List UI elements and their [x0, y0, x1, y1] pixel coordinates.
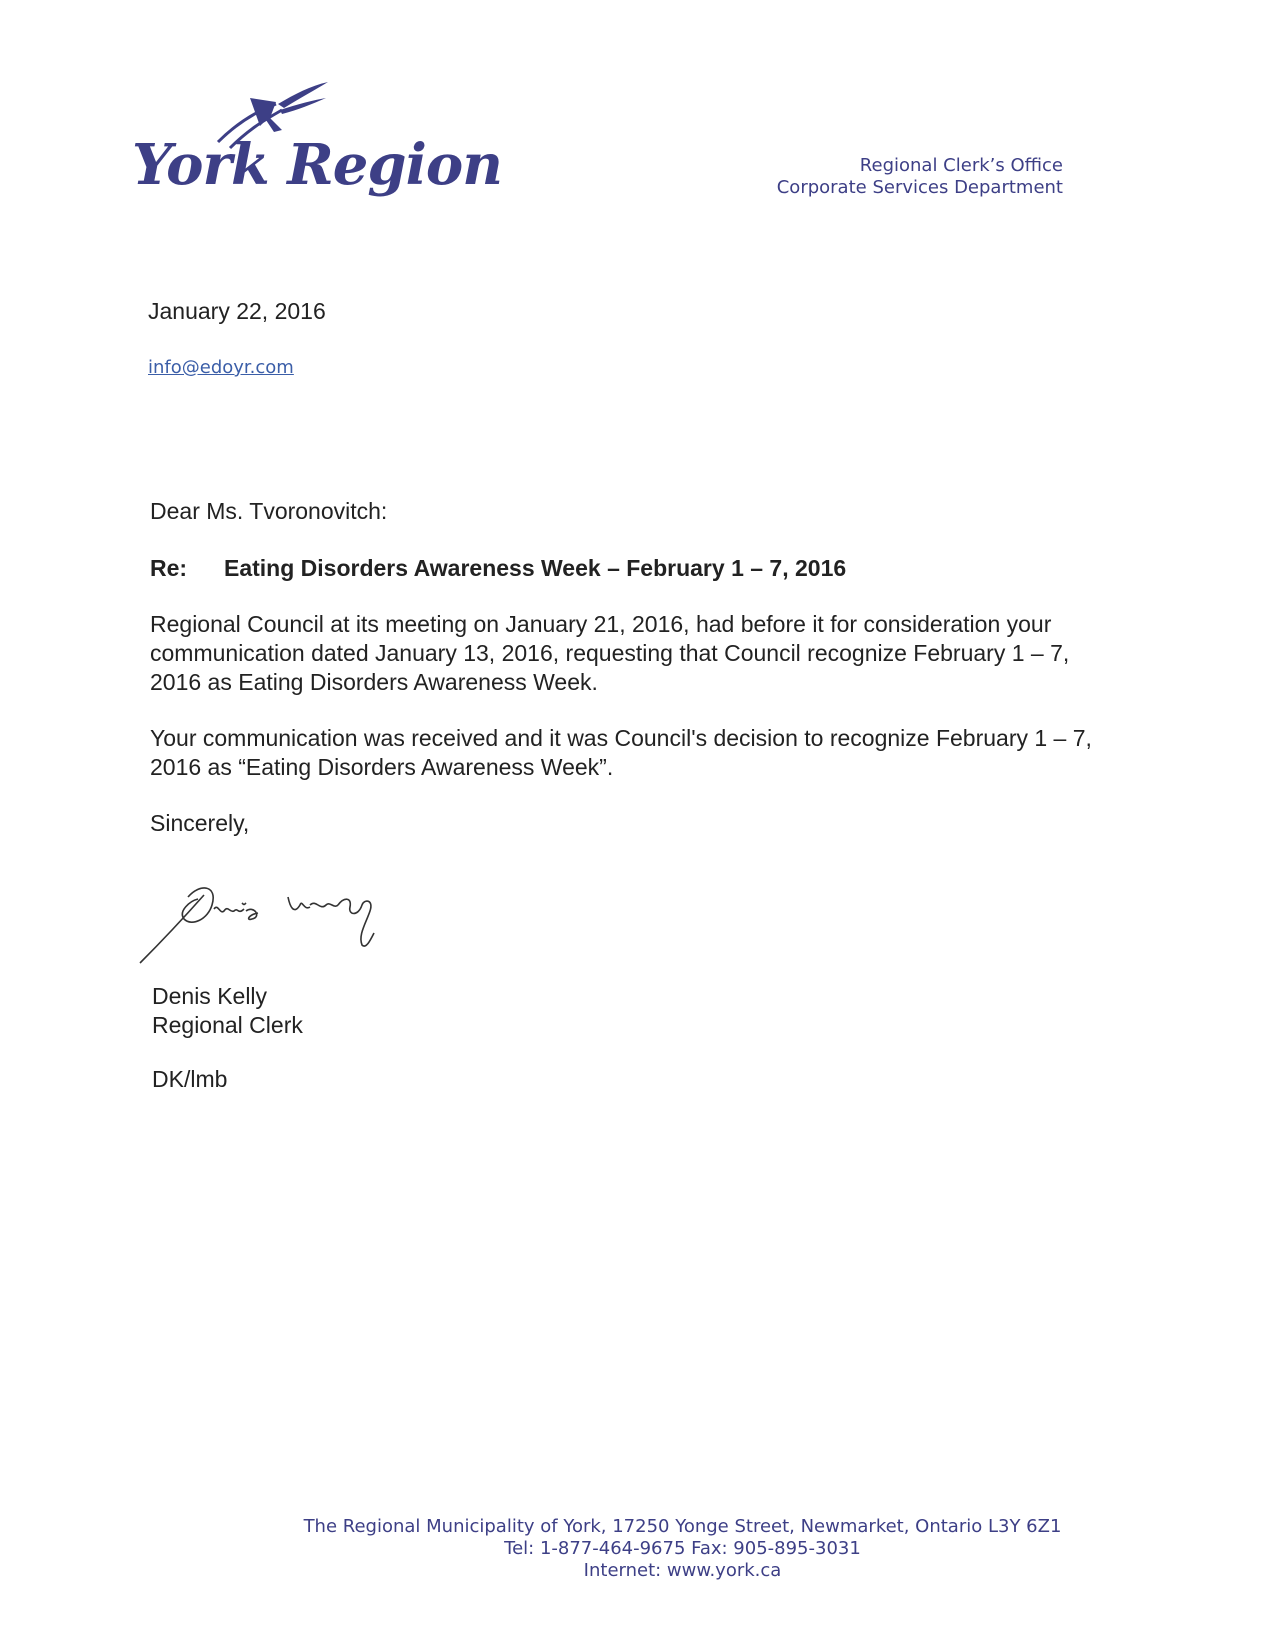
closing: Sincerely,: [150, 810, 250, 836]
re-label: Re:: [150, 555, 188, 581]
footer: [0, 1516, 1275, 1582]
footer-address: The Regional Municipality of York, 17250 Yonge Street, Newmarket, Ontario L3Y 6Z1: [303, 1516, 1062, 1537]
department-block: [777, 155, 1063, 199]
logo-text: York Region: [132, 132, 502, 198]
department-line-office: Regional Clerk’s Office: [859, 155, 1063, 176]
york-region-logo: [132, 80, 502, 210]
signer-block: [152, 982, 303, 1040]
letter-date: January 22, 2016: [148, 298, 326, 324]
department-line-services: Corporate Services Department: [776, 177, 1063, 198]
re-subject: Eating Disorders Awareness Week – February 1 – 7, 2016: [224, 555, 847, 581]
reference-initials: DK/lmb: [152, 1066, 228, 1092]
signer-title: Regional Clerk: [152, 1012, 303, 1038]
footer-phone-fax: Tel: 1-877-464-9675 Fax: 905-895-3031: [504, 1538, 861, 1559]
footer-internet: Internet: www.york.ca: [583, 1560, 782, 1581]
recipient-email-link[interactable]: info@edoyr.com: [148, 357, 294, 378]
salutation: Dear Ms. Tvoronovitch:: [150, 498, 388, 524]
re-line: [150, 555, 847, 582]
body-paragraph-1: Regional Council at its meeting on January 21, 2016, had before it for consideration your communication dated January 13, 2016, requesting that Council recognize February 1 – 7, 2016 as Eating Disorders Awareness Week.: [150, 611, 1070, 695]
handwritten-signature: [138, 875, 438, 975]
body-paragraph-2: Your communication was received and it was Council's decision to recognize February 1 – 7, 2016 as “Eating Disorders Awareness Week”.: [150, 725, 1092, 780]
signer-name: Denis Kelly: [152, 983, 268, 1009]
